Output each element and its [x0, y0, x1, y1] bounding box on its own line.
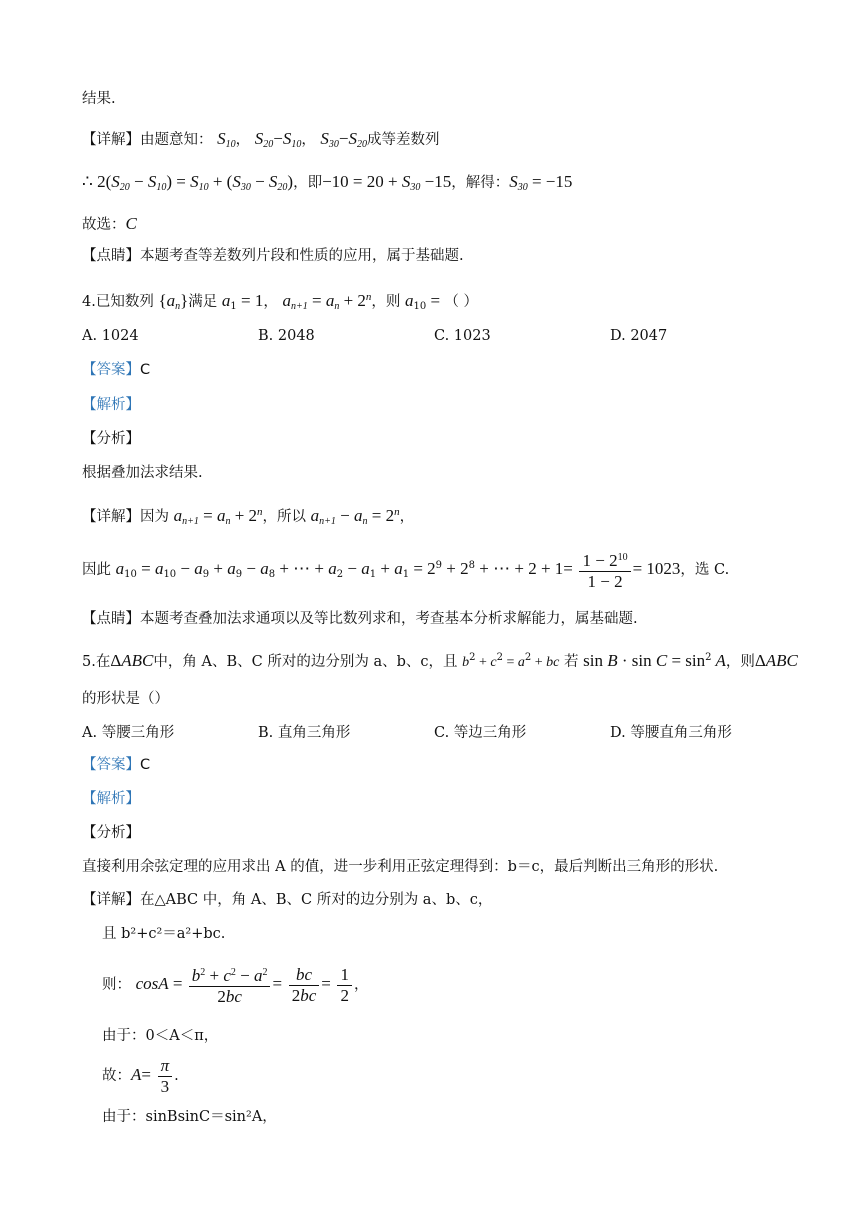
detail-label: 【详解】 — [82, 509, 140, 525]
q4-paren: （ ） — [444, 294, 478, 310]
sum-line: 因此 $a_{10} = a_{10} - a_9 + a_9 - a_8$ + ⋯ + $a_2 - a_1 + a_1 = 2^9 + 2^8$ + ⋯ + 2 + 1= $\frac{1 - 2^{10}}{1 - 2}$ = 1023，选 C. — [82, 546, 729, 595]
note-label: 【点睛】 — [82, 248, 140, 264]
sum-prefix: 因此 — [82, 562, 111, 578]
question-4-stem: 4.已知数列 $\{a_n\}$满足 $a_1 = 1$， $a_{n+1} = a_n + 2^n$，则 $a_{10}$ = （ ） — [82, 291, 478, 312]
answer-line — [82, 755, 150, 775]
fraction: $\frac{1}{2}$ — [337, 965, 352, 1006]
detail-text: 在△ABC 中，角 A、B、C 所对的边分别为 a、b、c， — [140, 892, 493, 908]
question-5-stem-2: 的形状是（） — [82, 691, 169, 707]
question-5-stem: 5.在ΔABC中，角 A、B、C 所对的边分别为 a、b、c，且 $b^2 + c^2 = a^2$ + bc 若 $\sin B \cdot \sin C = \sin^2 A$，则ΔABC — [82, 651, 798, 670]
choice-answer: C — [125, 214, 137, 233]
fenxi-label: 【分析】 — [82, 825, 140, 841]
q5-then: ，则 — [725, 654, 755, 670]
detail-text-2: ，所以 — [262, 509, 307, 525]
analysis-label: 【解析】 — [82, 397, 140, 413]
note-line — [82, 609, 638, 629]
note-text: 本题考查叠加法求通项以及等比数列求和，考查基本分析求解能力，属基础题. — [140, 611, 638, 627]
option-b: B. 直角三角形 — [258, 725, 351, 741]
fenxi-text: 根据叠加法求结果. — [82, 465, 203, 481]
option-c: C. 1023 — [434, 328, 491, 344]
eq-text: ，即 — [293, 175, 323, 191]
q4-prefix: 4.已知数列 — [82, 294, 154, 310]
choice-label: 故选： — [82, 217, 126, 233]
detail-text-3: ， — [399, 509, 415, 525]
option-a: A. 1024 — [82, 328, 139, 344]
q4-text-3: ，则 — [371, 294, 401, 310]
answer-value: C — [140, 757, 151, 773]
q4-text: 满足 — [188, 294, 218, 310]
answer-label: 【答案】 — [82, 757, 140, 773]
step-label: 则： — [102, 977, 131, 993]
equation-line: ∴ $2(S_{20} - S_{10}) = S_{10} + (S_{30} - S_{20})$，即$-10 = 20 + S_{30} -15$，解得：$S_{30} = -15$ — [82, 172, 573, 193]
option-d: D. 2047 — [610, 328, 668, 344]
detail-label: 【详解】 — [82, 892, 140, 908]
detail-label: 【详解】 — [82, 132, 140, 148]
fenxi-text: 直接利用余弦定理的应用求出 A 的值，进一步利用正弦定理得到：b＝c，最后判断出三角形的形状. — [82, 859, 719, 875]
note-label: 【点睛】 — [82, 611, 140, 627]
detail-text-end: 成等差数列 — [367, 132, 440, 148]
step-line: 且 b²+c²＝a²+bc. — [102, 926, 226, 942]
fraction: $\frac{\pi}{3}$ — [158, 1056, 173, 1097]
sum-result: = 1023 — [632, 559, 681, 578]
fraction: $\frac{bc}{2bc}$ — [289, 965, 320, 1006]
answer-line — [82, 360, 150, 380]
detail-line — [82, 890, 492, 910]
note-line — [82, 246, 464, 266]
analysis-label: 【解析】 — [82, 791, 140, 807]
note-text: 本题考查等差数列片段和性质的应用，属于基础题. — [140, 248, 464, 264]
eq-text-2: ，解得： — [451, 175, 510, 191]
fraction: $\frac{1 - 2^{10}}{1 - 2}$ — [579, 548, 630, 592]
answer-label: 【答案】 — [82, 362, 140, 378]
option-a: A. 等腰三角形 — [82, 725, 175, 741]
choice-line — [82, 214, 137, 235]
fenxi-label: 【分析】 — [82, 431, 140, 447]
option-d: D. 等腰直角三角形 — [610, 725, 732, 741]
answer-value: C — [140, 362, 151, 378]
option-b: B. 2048 — [258, 328, 315, 344]
sum-end: ，选 C. — [680, 562, 730, 578]
fraction: $\frac{b^2 + c^2 - a^2}{2bc}$ — [189, 963, 271, 1007]
option-c: C. 等边三角形 — [434, 725, 527, 741]
step-line: 由于：0＜A＜π， — [102, 1028, 219, 1044]
step-label: 故： — [102, 1068, 131, 1084]
detail-text: 由题意知： — [140, 132, 213, 148]
q4-text-2: ， — [263, 294, 278, 310]
q5-ruo: 若 — [564, 654, 579, 670]
q5-text: 中，角 A、B、C 所对的边分别为 a、b、c，且 — [153, 654, 458, 670]
text-line: 结果. — [82, 91, 116, 107]
angle-line: 故：A= $\frac{\pi}{3}$ . — [102, 1055, 179, 1096]
step-line: 由于：sinBsinC＝sin²A， — [102, 1109, 277, 1125]
detail-text: 因为 — [140, 509, 169, 525]
detail-line: 【详解】由题意知： $S_{10}$， $S_{20}-S_{10}$， $S_{30}-S_{20}$成等差数列 — [82, 129, 440, 150]
cos-line: 则： cosA = $\frac{b^2 + c^2 - a^2}{2bc}$ = $\frac{bc}{2bc}$ = $\frac{1}{2}$ ， — [102, 964, 369, 1006]
detail-line: 【详解】因为 $a_{n+1} = a_n + 2^n$，所以 $a_{n+1} - a_n = 2^n$， — [82, 506, 415, 527]
q5-prefix: 5.在 — [82, 654, 111, 670]
